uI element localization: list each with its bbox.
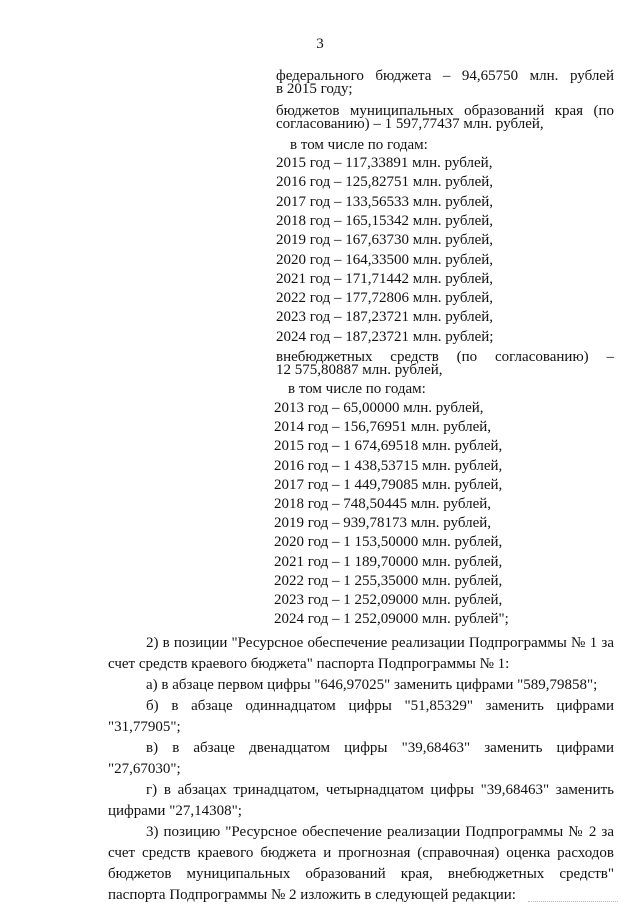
year-row: 2020 год – 164,33500 млн. рублей, [276, 251, 494, 268]
by-years-label: в том числе по годам: [290, 137, 428, 153]
municipal-budget-amount: согласованию) – 1 597,77437 млн. рублей, [276, 116, 544, 132]
year-row: 2023 год – 187,23721 млн. рублей, [276, 309, 494, 326]
federal-budget-line: федерального бюджета – 94,65750 млн. рублей [276, 68, 614, 84]
year-row: 2024 год – 187,23721 млн. рублей; [276, 328, 494, 345]
year-row: 2016 год – 125,82751 млн. рублей, [276, 174, 494, 191]
year-row: 2015 год – 1 674,69518 млн. рублей, [274, 438, 503, 455]
paragraph-2a: а) в абзаце первом цифры "646,97025" заменить цифрами "589,79858"; [146, 677, 598, 693]
paragraph-2g: г) в абзацах тринадцатом, четырнадцатом цифры "39,68463" заменить цифрами "27,14308"; [108, 782, 614, 819]
year-row: 2019 год – 939,78173 млн. рублей, [274, 515, 492, 532]
extrabudget-amount: 12 575,80887 млн. рублей, [276, 362, 443, 378]
year-row: 2022 год – 1 255,35000 млн. рублей, [274, 572, 503, 589]
year-row: 2018 год – 748,50445 млн. рублей, [274, 496, 492, 512]
year-row: 2023 год – 1 252,09000 млн. рублей, [274, 592, 503, 608]
municipal-budget-line: бюджетов муниципальных образований края (по [276, 103, 614, 119]
year-row: 2013 год – 65,00000 млн. рублей, [274, 400, 484, 416]
year-row: 2018 год – 165,15342 млн. рублей, [276, 212, 494, 229]
year-row: 2021 год – 1 189,70000 млн. рублей, [274, 553, 503, 570]
year-row: 2017 год – 1 449,79085 млн. рублей, [274, 476, 503, 493]
federal-budget-year: в 2015 году; [276, 81, 353, 97]
page-number: 3 [316, 36, 324, 52]
year-row: 2019 год – 167,63730 млн. рублей, [276, 232, 494, 249]
paragraph-2: 2) в позиции "Ресурсное обеспечение реализации Подпрограммы № 1 за счет средств краевого бюджета" паспорта Подпрограммы № 1: [108, 635, 614, 672]
paragraph-3: 3) позицию "Ресурсное обеспечение реализации Подпрограммы № 2 за счет средств краевого бюджета и прогнозная (справочная) оценка расходов бюджетов муниципальных образований края, внебюджетных средств" паспорта Подпрограммы № 2 изложить в следующей редакции: [108, 824, 614, 903]
year-row: 2024 год – 1 252,09000 млн. рублей"; [274, 611, 509, 628]
year-row: 2015 год – 117,33891 млн. рублей, [276, 155, 493, 171]
by-years-label-2: в том числе по годам: [288, 381, 426, 397]
amendment-paragraphs [108, 633, 614, 906]
extrabudget-line: внебюджетных средств (по согласованию) – [276, 349, 614, 365]
paragraph-2b: б) в абзаце одиннадцатом цифры "51,85329" заменить цифрами "31,77905"; [108, 698, 614, 735]
year-row: 2014 год – 156,76951 млн. рублей, [274, 419, 492, 436]
scan-artifact [528, 901, 618, 903]
year-row: 2022 год – 177,72806 млн. рублей, [276, 290, 494, 307]
year-row: 2016 год – 1 438,53715 млн. рублей, [274, 457, 503, 474]
year-row: 2020 год – 1 153,50000 млн. рублей, [274, 534, 503, 551]
year-row: 2017 год – 133,56533 млн. рублей, [276, 193, 494, 210]
paragraph-2v: в) в абзаце двенадцатом цифры "39,68463" заменить цифрами "27,67030"; [108, 740, 614, 777]
year-row: 2021 год – 171,71442 млн. рублей, [276, 270, 494, 287]
